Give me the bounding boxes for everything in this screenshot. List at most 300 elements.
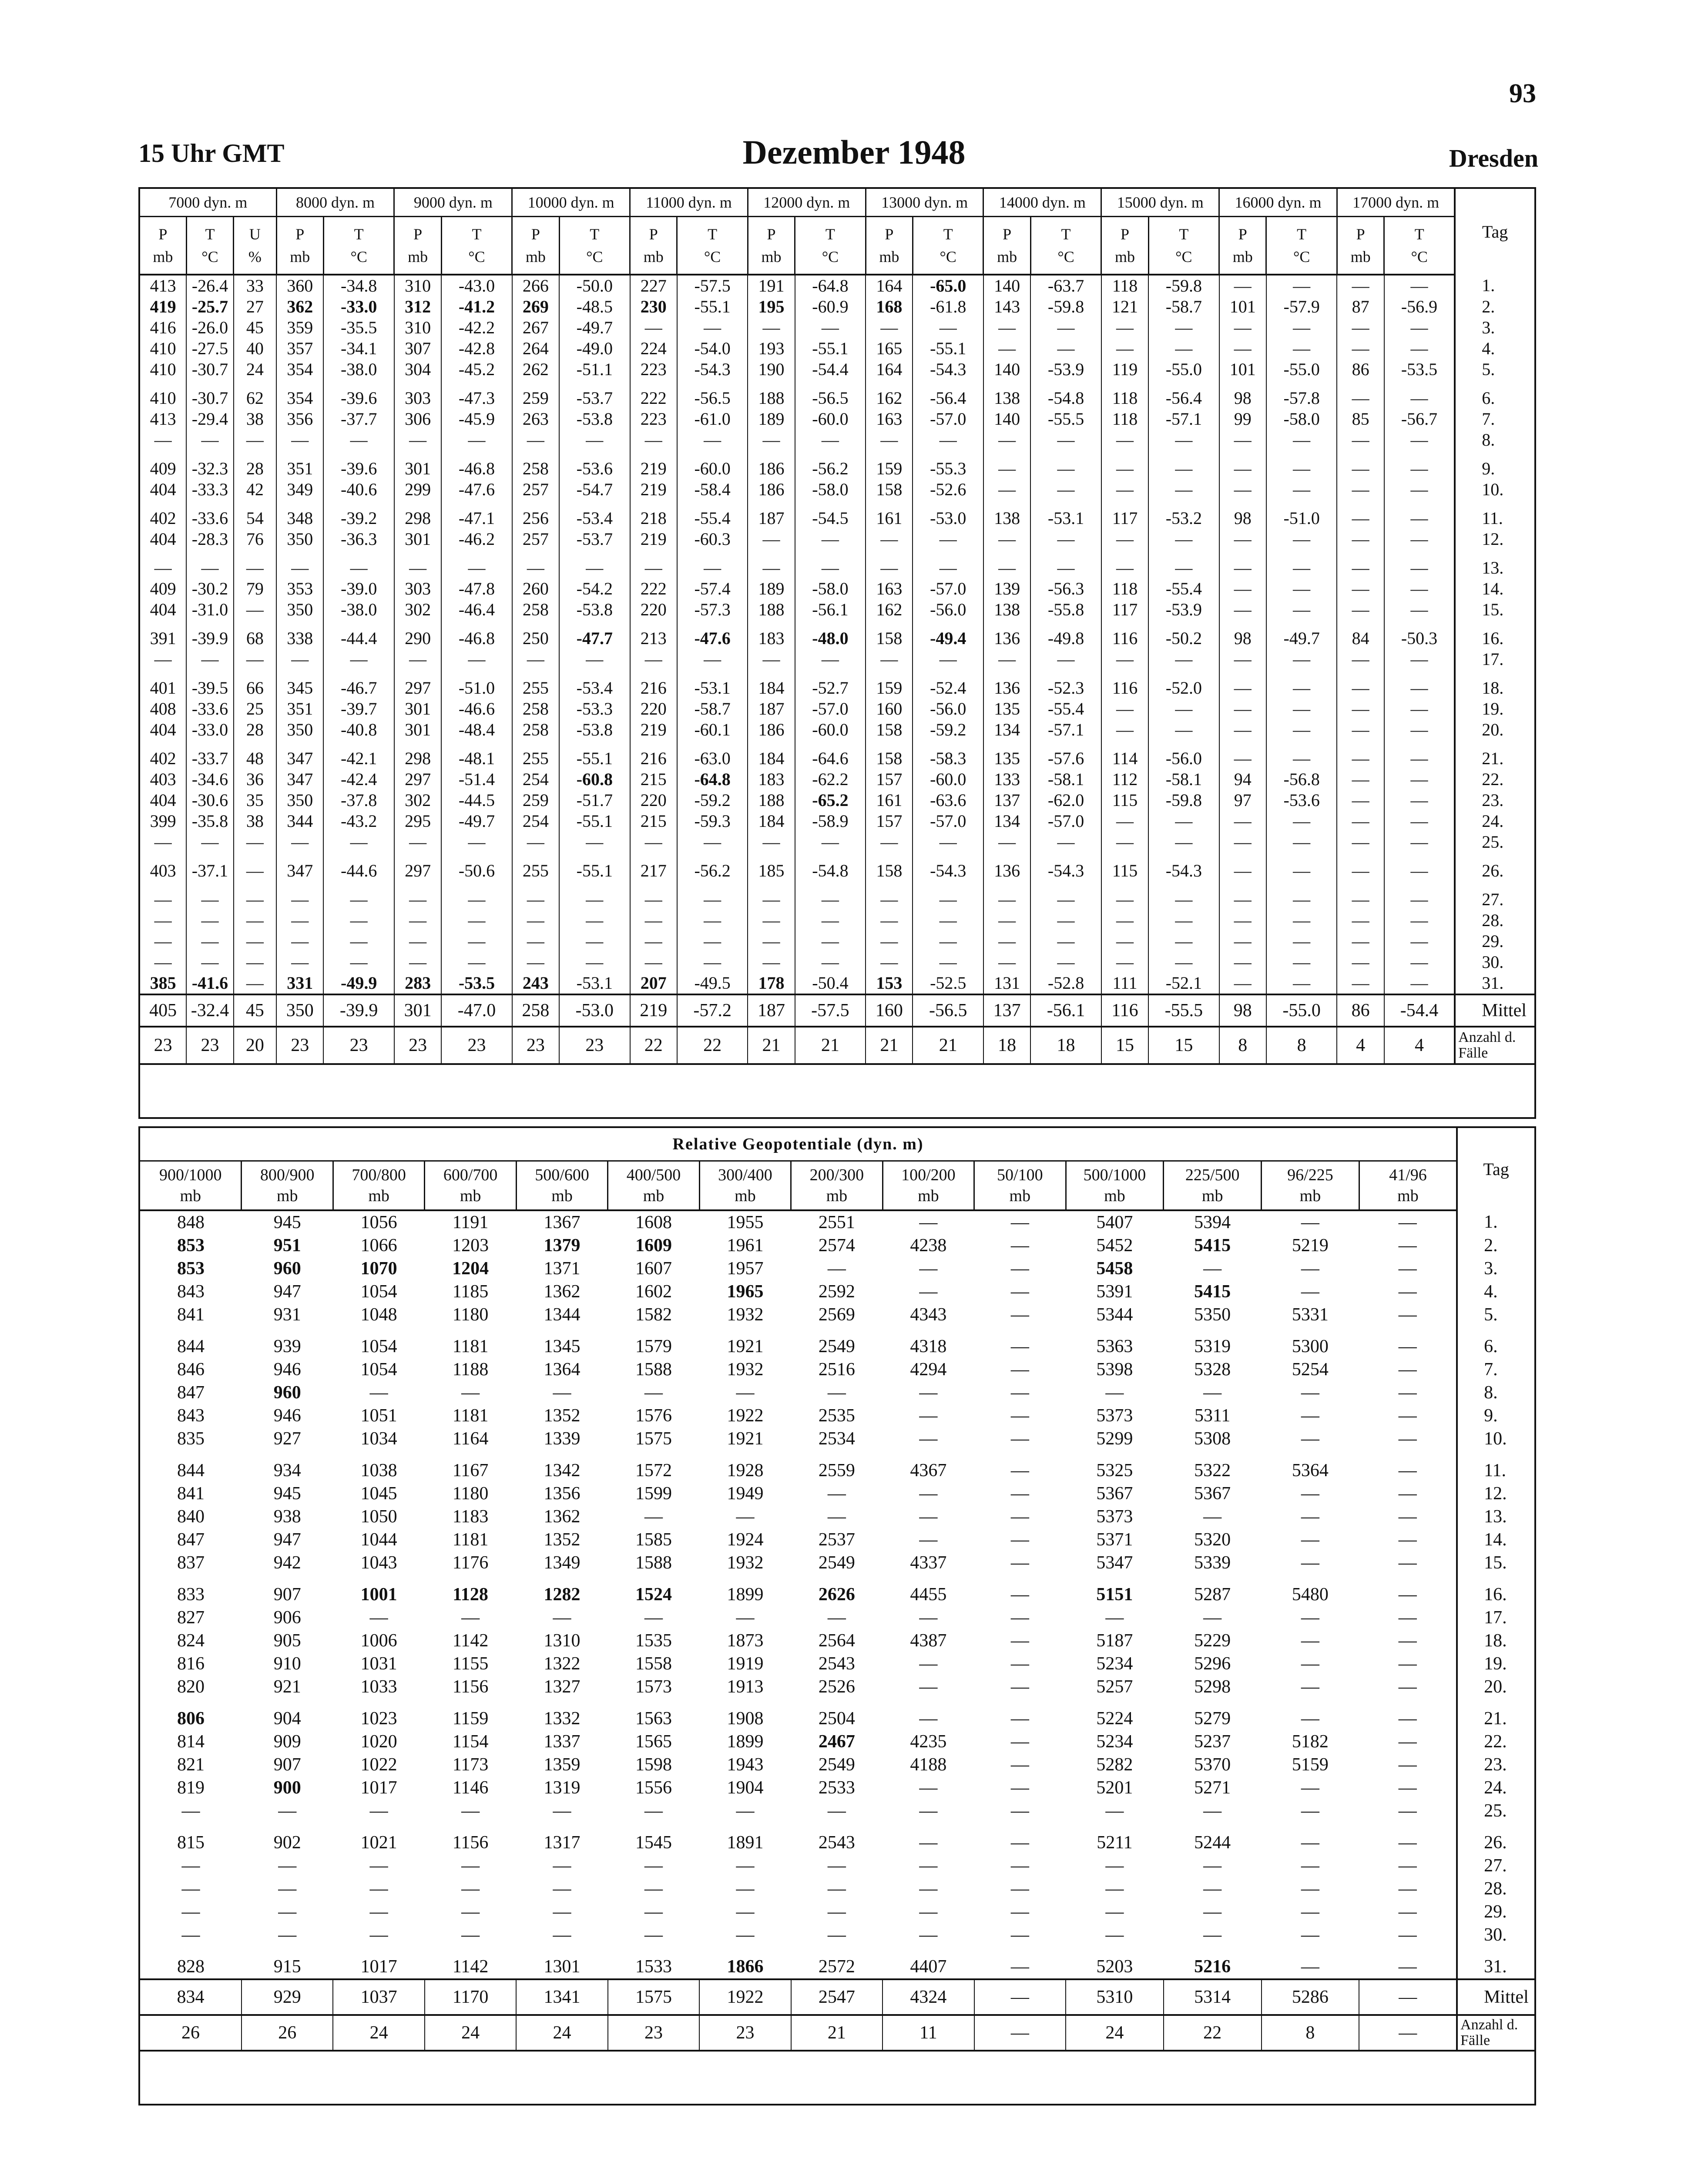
cell: — xyxy=(1384,479,1455,500)
cell: 416 xyxy=(139,317,186,338)
day-label: 15. xyxy=(1455,599,1535,620)
cell: 1180 xyxy=(452,1305,489,1325)
table-row xyxy=(139,811,1535,832)
cell: -53.5 xyxy=(441,973,512,994)
cell: 404 xyxy=(139,479,186,500)
cell: 1342 xyxy=(544,1461,581,1481)
table-row xyxy=(139,881,1535,910)
cell: 303 xyxy=(394,380,441,409)
cell: — xyxy=(1010,1305,1029,1325)
cell: 1322 xyxy=(544,1654,581,1674)
cell: — xyxy=(1337,380,1384,409)
cell: — xyxy=(1010,1925,1029,1945)
cell: — xyxy=(1398,1879,1417,1899)
cell: — xyxy=(1337,952,1384,973)
cell: 907 xyxy=(273,1585,301,1605)
cell: — xyxy=(795,952,866,973)
cell: 853 xyxy=(177,1259,205,1279)
cell: 134 xyxy=(983,811,1030,832)
cell: 350 xyxy=(276,719,323,740)
cell: -46.8 xyxy=(441,620,512,649)
mean-cell: 258 xyxy=(512,994,559,1027)
cell: — xyxy=(1148,550,1219,578)
cell: — xyxy=(1219,670,1266,698)
cell: -56.7 xyxy=(1384,409,1455,430)
cell: — xyxy=(1398,1383,1417,1403)
cell: 1928 xyxy=(727,1461,764,1481)
mean-cell: -57.2 xyxy=(677,994,748,1027)
cell: -54.3 xyxy=(1148,853,1219,881)
cell: -55.1 xyxy=(559,853,630,881)
cell: — xyxy=(866,881,913,910)
cell: — xyxy=(139,832,186,853)
mean-row xyxy=(139,994,1535,1027)
cell: -56.1 xyxy=(795,599,866,620)
cell: — xyxy=(1384,952,1455,973)
cell: — xyxy=(559,550,630,578)
cell: — xyxy=(919,1801,938,1821)
cell: -47.7 xyxy=(559,620,630,649)
cell: — xyxy=(1384,670,1455,698)
cell: — xyxy=(1337,698,1384,719)
cell: 1607 xyxy=(635,1259,672,1279)
cell: — xyxy=(1148,430,1219,450)
cell: 1050 xyxy=(360,1507,397,1527)
cell: 815 xyxy=(177,1833,205,1853)
cell: 1185 xyxy=(452,1282,489,1302)
cell: 40 xyxy=(234,338,276,359)
cell: 186 xyxy=(748,479,795,500)
cell: -53.7 xyxy=(559,380,630,409)
cell: 347 xyxy=(276,769,323,790)
count-cell: — xyxy=(974,2015,1066,2051)
cell: -54.4 xyxy=(795,359,866,380)
cell: — xyxy=(234,550,276,578)
cell: 66 xyxy=(234,670,276,698)
count-cell: 23 xyxy=(276,1027,323,1064)
column-quantity: P xyxy=(531,225,540,243)
cell: 230 xyxy=(630,296,677,317)
cell: 255 xyxy=(512,670,559,698)
cell: — xyxy=(369,1925,388,1945)
cell: 905 xyxy=(273,1631,301,1651)
cell: — xyxy=(1148,931,1219,952)
table-row xyxy=(139,1303,1535,1326)
cell: -30.6 xyxy=(186,790,233,811)
table-row xyxy=(139,740,1535,769)
column-header xyxy=(394,217,441,275)
header-time: 15 Uhr GMT xyxy=(138,139,285,168)
cell: — xyxy=(983,430,1030,450)
cell: 1022 xyxy=(360,1755,397,1775)
count-cell: 18 xyxy=(1030,1027,1101,1064)
cell: — xyxy=(919,1608,938,1628)
cell: — xyxy=(1337,479,1384,500)
cell: 853 xyxy=(177,1236,205,1256)
table-row xyxy=(139,1730,1535,1753)
cell: 187 xyxy=(748,500,795,529)
cell: 157 xyxy=(866,769,913,790)
cell: — xyxy=(827,1925,846,1945)
cell: -53.7 xyxy=(559,529,630,550)
cell: -54.3 xyxy=(913,853,983,881)
cell: 310 xyxy=(394,317,441,338)
cell: 350 xyxy=(276,790,323,811)
column-layer: 400/500 xyxy=(626,1166,681,1184)
cell: — xyxy=(919,1902,938,1922)
table-row xyxy=(139,359,1535,380)
day-label: 2. xyxy=(1455,296,1535,317)
cell: 1344 xyxy=(544,1305,581,1325)
cell: 1913 xyxy=(727,1677,764,1697)
cell: — xyxy=(1010,1553,1029,1573)
cell: 213 xyxy=(630,620,677,649)
cell: 162 xyxy=(866,599,913,620)
cell: — xyxy=(1105,1925,1124,1945)
cell: 413 xyxy=(139,275,186,296)
count-cell: 21 xyxy=(795,1027,866,1064)
cell: 259 xyxy=(512,380,559,409)
cell: 1891 xyxy=(727,1833,764,1853)
cell: — xyxy=(919,1212,938,1232)
cell: 2549 xyxy=(818,1553,855,1573)
cell: 820 xyxy=(177,1677,205,1697)
cell: 307 xyxy=(394,338,441,359)
cell: 2574 xyxy=(818,1236,855,1256)
column-unit: mb xyxy=(1299,1187,1321,1205)
cell: 68 xyxy=(234,620,276,649)
cell: 408 xyxy=(139,698,186,719)
cell: 1048 xyxy=(360,1305,397,1325)
table-row xyxy=(139,1877,1535,1901)
cell: -49.8 xyxy=(1030,620,1101,649)
cell: -46.2 xyxy=(441,529,512,550)
cell: -57.5 xyxy=(677,275,748,296)
cell: — xyxy=(276,952,323,973)
table-row xyxy=(139,380,1535,409)
cell: -25.7 xyxy=(186,296,233,317)
cell: — xyxy=(1384,275,1455,296)
cell: -57.1 xyxy=(1148,409,1219,430)
mean-cell: 1037 xyxy=(333,1979,424,2015)
cell: 915 xyxy=(273,1957,301,1977)
column-unit: mb xyxy=(761,248,782,265)
column-quantity: P xyxy=(767,225,776,243)
table-row xyxy=(139,1924,1535,1947)
cell: — xyxy=(461,1902,480,1922)
mean-cell: 2547 xyxy=(791,1979,883,2015)
table-row xyxy=(139,317,1535,338)
count-row xyxy=(139,2015,1535,2051)
level-header: 10000 dyn. m xyxy=(512,188,630,217)
cell: — xyxy=(1219,853,1266,881)
cell: 5211 xyxy=(1097,1833,1133,1853)
cell: — xyxy=(1030,317,1101,338)
cell: — xyxy=(1398,1259,1417,1279)
cell: — xyxy=(1101,832,1148,853)
cell: — xyxy=(919,1856,938,1876)
table-row xyxy=(139,1676,1535,1699)
cell: 1563 xyxy=(635,1709,672,1729)
day-label: 18. xyxy=(1455,670,1535,698)
cell: 1899 xyxy=(727,1585,764,1605)
cell: 4387 xyxy=(910,1631,947,1651)
cell: -58.1 xyxy=(1030,769,1101,790)
cell: -53.8 xyxy=(559,409,630,430)
cell: — xyxy=(1398,1957,1417,1977)
cell: — xyxy=(1301,1856,1319,1876)
cell: 101 xyxy=(1219,359,1266,380)
cell: 840 xyxy=(177,1507,205,1527)
cell: -41.6 xyxy=(186,973,233,994)
cell: 5373 xyxy=(1096,1406,1133,1426)
cell: 841 xyxy=(177,1305,205,1325)
cell: — xyxy=(736,1383,755,1403)
cell: -54.2 xyxy=(559,578,630,599)
cell: — xyxy=(983,550,1030,578)
cell: — xyxy=(677,910,748,931)
table-row xyxy=(139,296,1535,317)
cell: — xyxy=(1301,1631,1319,1651)
cell: 1579 xyxy=(635,1336,672,1357)
cell: 927 xyxy=(273,1429,301,1449)
cell: — xyxy=(369,1383,388,1403)
cell: — xyxy=(1101,450,1148,479)
cell: — xyxy=(919,1282,938,1302)
cell: -30.7 xyxy=(186,359,233,380)
header-month: Dezember 1948 xyxy=(742,133,966,171)
column-layer: 96/225 xyxy=(1287,1166,1333,1184)
cell: — xyxy=(369,1856,388,1876)
mean-cell: 45 xyxy=(234,994,276,1027)
column-quantity: U xyxy=(249,225,261,243)
cell: 350 xyxy=(276,599,323,620)
cell: 99 xyxy=(1219,409,1266,430)
cell: 843 xyxy=(177,1282,205,1302)
cell: -57.0 xyxy=(913,409,983,430)
cell: 1572 xyxy=(635,1461,672,1481)
cell: — xyxy=(234,649,276,670)
table-row xyxy=(139,338,1535,359)
cell: — xyxy=(1384,881,1455,910)
column-unit: °C xyxy=(468,248,485,265)
cell: 301 xyxy=(394,719,441,740)
cell: 114 xyxy=(1101,740,1148,769)
cell: -26.4 xyxy=(186,275,233,296)
day-label: 1. xyxy=(1457,1210,1535,1234)
cell: 1156 xyxy=(452,1677,489,1697)
cell: — xyxy=(1148,910,1219,931)
cell: 2551 xyxy=(818,1212,855,1232)
cell: 1349 xyxy=(544,1553,581,1573)
cell: 1056 xyxy=(360,1212,397,1232)
cell: 331 xyxy=(276,973,323,994)
mean-cell: -53.0 xyxy=(559,994,630,1027)
cell: -53.4 xyxy=(559,670,630,698)
mean-cell: -55.5 xyxy=(1148,994,1219,1027)
day-label: 23. xyxy=(1457,1753,1535,1776)
column-header xyxy=(1164,1161,1262,1211)
cell: — xyxy=(1301,1879,1319,1899)
cell: — xyxy=(1337,973,1384,994)
column-unit: °C xyxy=(822,248,839,265)
column-header xyxy=(630,217,677,275)
cell: 158 xyxy=(866,719,913,740)
cell: 907 xyxy=(273,1755,301,1775)
cell: 207 xyxy=(630,973,677,994)
day-label: 12. xyxy=(1455,529,1535,550)
cell: — xyxy=(1219,599,1266,620)
cell: 189 xyxy=(748,578,795,599)
cell: -51.1 xyxy=(559,359,630,380)
cell: — xyxy=(736,1902,755,1922)
cell: 403 xyxy=(139,769,186,790)
column-unit: mb xyxy=(276,1187,298,1205)
count-cell: 23 xyxy=(699,2015,791,2051)
cell: 256 xyxy=(512,500,559,529)
cell: 816 xyxy=(177,1654,205,1674)
column-header xyxy=(559,217,630,275)
cell: — xyxy=(866,910,913,931)
cell: 1955 xyxy=(727,1212,764,1232)
table-row xyxy=(139,1800,1535,1823)
cell: 1359 xyxy=(544,1755,581,1775)
cell: 906 xyxy=(273,1608,301,1628)
day-label: 2. xyxy=(1457,1234,1535,1257)
cell: 184 xyxy=(748,670,795,698)
table-row xyxy=(139,1404,1535,1427)
cell: -49.7 xyxy=(559,317,630,338)
cell: — xyxy=(512,881,559,910)
cell: 5234 xyxy=(1096,1732,1133,1752)
cell: 1142 xyxy=(452,1957,489,1977)
tag-header: Tag xyxy=(1457,1127,1535,1210)
cell: -53.1 xyxy=(1030,500,1101,529)
table-row xyxy=(139,1606,1535,1629)
mean-cell: -39.9 xyxy=(323,994,394,1027)
column-quantity: P xyxy=(649,225,658,243)
cell: — xyxy=(1219,910,1266,931)
cell: 1021 xyxy=(360,1833,397,1853)
cell: — xyxy=(441,649,512,670)
cell: -57.0 xyxy=(1030,811,1101,832)
cell: 117 xyxy=(1101,500,1148,529)
cell: 1904 xyxy=(727,1778,764,1798)
day-label: 5. xyxy=(1457,1303,1535,1326)
cell: -60.0 xyxy=(795,409,866,430)
cell: — xyxy=(983,881,1030,910)
cell: -34.6 xyxy=(186,769,233,790)
cell: — xyxy=(276,931,323,952)
cell: 938 xyxy=(273,1507,301,1527)
cell: 1367 xyxy=(544,1212,581,1232)
cell: -43.0 xyxy=(441,275,512,296)
cell: — xyxy=(1384,740,1455,769)
cell: 2535 xyxy=(818,1406,855,1426)
cell: 216 xyxy=(630,740,677,769)
cell: — xyxy=(1219,430,1266,450)
cell: 939 xyxy=(273,1336,301,1357)
cell: 5363 xyxy=(1096,1336,1133,1357)
cell: — xyxy=(1010,1755,1029,1775)
cell: 1310 xyxy=(544,1631,581,1651)
cell: 48 xyxy=(234,740,276,769)
cell: — xyxy=(1384,811,1455,832)
cell: 2543 xyxy=(818,1654,855,1674)
cell: — xyxy=(1337,719,1384,740)
cell: 5344 xyxy=(1096,1305,1133,1325)
cell: 116 xyxy=(1101,620,1148,649)
cell: — xyxy=(1105,1801,1124,1821)
cell: 1352 xyxy=(544,1406,581,1426)
level-header: 15000 dyn. m xyxy=(1101,188,1219,217)
day-label: 1. xyxy=(1455,275,1535,296)
cell: 354 xyxy=(276,380,323,409)
cell: — xyxy=(461,1925,480,1945)
cell: — xyxy=(1384,578,1455,599)
cell: 402 xyxy=(139,500,186,529)
cell: — xyxy=(1337,550,1384,578)
cell: — xyxy=(1101,719,1148,740)
table-row xyxy=(139,578,1535,599)
cell: -40.6 xyxy=(323,479,394,500)
cell: — xyxy=(441,881,512,910)
table-row xyxy=(139,1210,1535,1234)
cell: — xyxy=(1337,910,1384,931)
cell: 413 xyxy=(139,409,186,430)
cell: — xyxy=(1030,550,1101,578)
cell: — xyxy=(139,881,186,910)
cell: 351 xyxy=(276,450,323,479)
cell: 158 xyxy=(866,740,913,769)
cell: — xyxy=(186,550,233,578)
day-label: 25. xyxy=(1457,1800,1535,1823)
cell: — xyxy=(1384,832,1455,853)
cell: 5229 xyxy=(1194,1631,1231,1651)
cell: 1565 xyxy=(635,1732,672,1752)
cell: — xyxy=(1010,1461,1029,1481)
cell: -33.0 xyxy=(323,296,394,317)
cell: — xyxy=(1010,1654,1029,1674)
mean-cell: 1922 xyxy=(699,1979,791,2015)
cell: — xyxy=(644,1801,663,1821)
cell: — xyxy=(1101,479,1148,500)
cell: — xyxy=(1384,790,1455,811)
table-row xyxy=(139,832,1535,853)
table-row xyxy=(139,1575,1535,1606)
cell: — xyxy=(913,430,983,450)
cell: -42.1 xyxy=(323,740,394,769)
count-cell: 8 xyxy=(1266,1027,1337,1064)
cell: 1181 xyxy=(452,1336,489,1357)
cell: 306 xyxy=(394,409,441,430)
column-header xyxy=(1384,217,1455,275)
cell: — xyxy=(1030,479,1101,500)
cell: — xyxy=(1301,1507,1319,1527)
cell: — xyxy=(919,1654,938,1674)
column-header xyxy=(866,217,913,275)
cell: — xyxy=(1219,832,1266,853)
count-label: Anzahl d. Fälle xyxy=(1457,2015,1535,2051)
day-label: 13. xyxy=(1455,550,1535,578)
day-label: 18. xyxy=(1457,1629,1535,1652)
cell: 4294 xyxy=(910,1360,947,1380)
cell: 298 xyxy=(394,500,441,529)
table-row xyxy=(139,853,1535,881)
day-label: 27. xyxy=(1457,1854,1535,1877)
cell: — xyxy=(748,550,795,578)
cell: 1282 xyxy=(544,1585,581,1605)
